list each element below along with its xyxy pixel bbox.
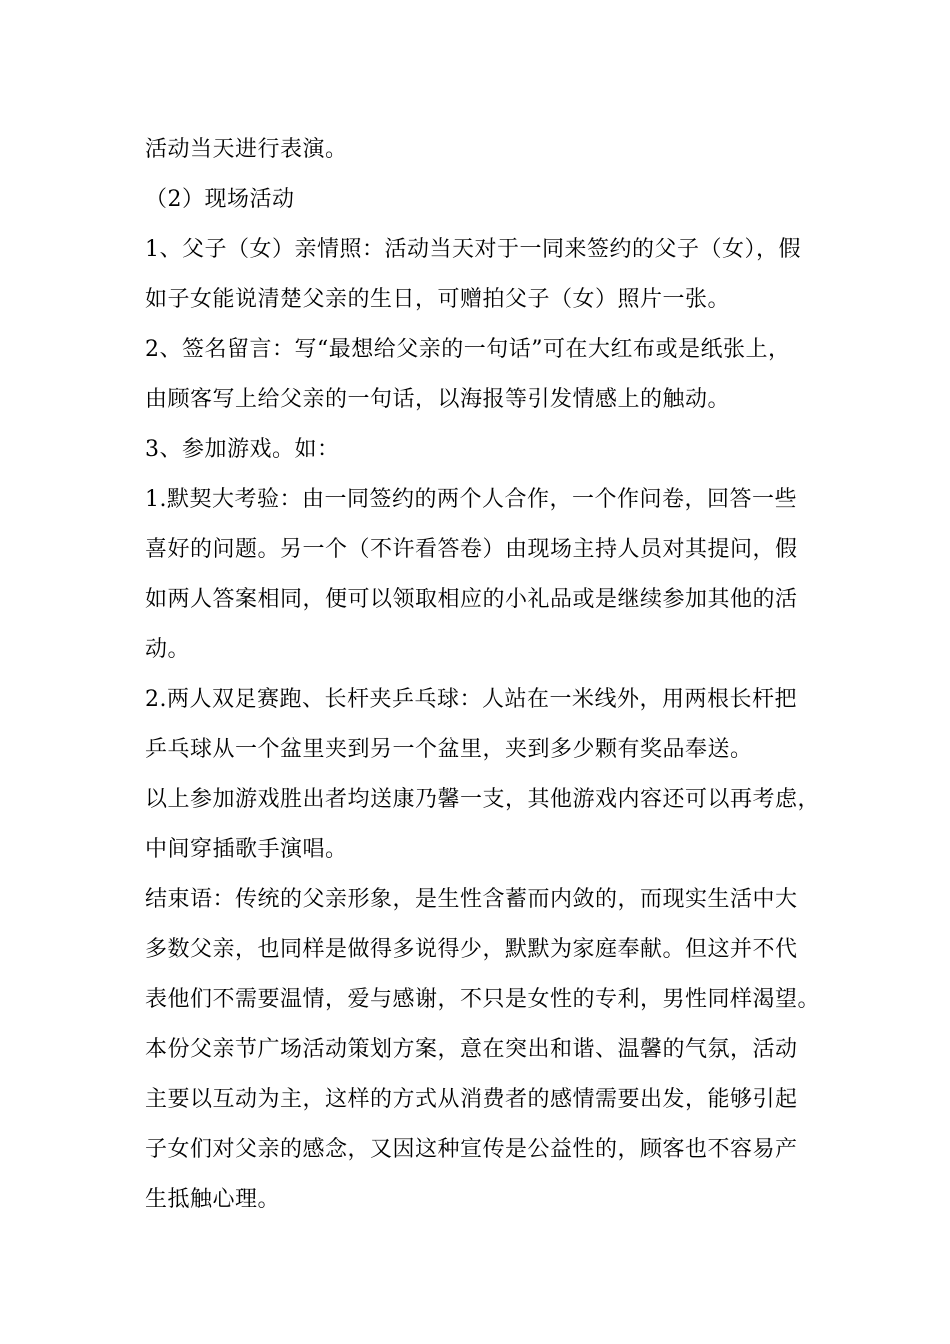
paragraph-line: 乒乓球从一个盆里夹到另一个盆里，夹到多少颗有奖品奉送。: [145, 737, 753, 762]
paragraph-line: 由顾客写上给父亲的一句话，以海报等引发情感上的触动。: [145, 387, 731, 412]
section-heading: （2）现场活动: [145, 187, 295, 212]
paragraph-line: 结束语：传统的父亲形象，是生性含蓄而内敛的，而现实生活中大: [145, 887, 798, 912]
paragraph-line: 主要以互动为主，这样的方式从消费者的感情需要出发，能够引起: [145, 1087, 798, 1112]
paragraph-line: 本份父亲节广场活动策划方案，意在突出和谐、温馨的气氛，活动: [145, 1037, 798, 1062]
paragraph-line: 生抵触心理。: [145, 1187, 281, 1212]
paragraph-line: 以上参加游戏胜出者均送康乃馨一支，其他游戏内容还可以再考虑，: [145, 787, 821, 812]
paragraph-line: 如两人答案相同，便可以领取相应的小礼品或是继续参加其他的活: [145, 587, 798, 612]
paragraph-line: 2、签名留言：写“最想给父亲的一句话”可在大红布或是纸张上，: [145, 337, 791, 362]
paragraph-line: 1.默契大考验：由一同签约的两个人合作，一个作问卷，回答一些: [145, 487, 797, 512]
paragraph-line: 如子女能说清楚父亲的生日，可赠拍父子（女）照片一张。: [145, 287, 731, 312]
paragraph-line: 表他们不需要温情，爱与感谢，不只是女性的专利，男性同样渴望。: [145, 987, 821, 1012]
paragraph-line: 2.两人双足赛跑、长杆夹乒乓球：人站在一米线外，用两根长杆把: [145, 687, 797, 712]
paragraph-line: 中间穿插歌手演唱。: [145, 837, 348, 862]
paragraph-line: 活动当天进行表演。: [145, 137, 348, 162]
paragraph-line: 多数父亲，也同样是做得多说得少，默默为家庭奉献。但这并不代: [145, 937, 798, 962]
paragraph-line: 子女们对父亲的感念，又因这种宣传是公益性的，顾客也不容易产: [145, 1137, 798, 1162]
paragraph-line: 1、父子（女）亲情照：活动当天对于一同来签约的父子（女），假: [145, 237, 801, 262]
paragraph-line: 3、参加游戏。如：: [145, 437, 340, 462]
paragraph-line: 动。: [145, 637, 191, 662]
paragraph-line: 喜好的问题。另一个（不许看答卷）由现场主持人员对其提问，假: [145, 537, 798, 562]
